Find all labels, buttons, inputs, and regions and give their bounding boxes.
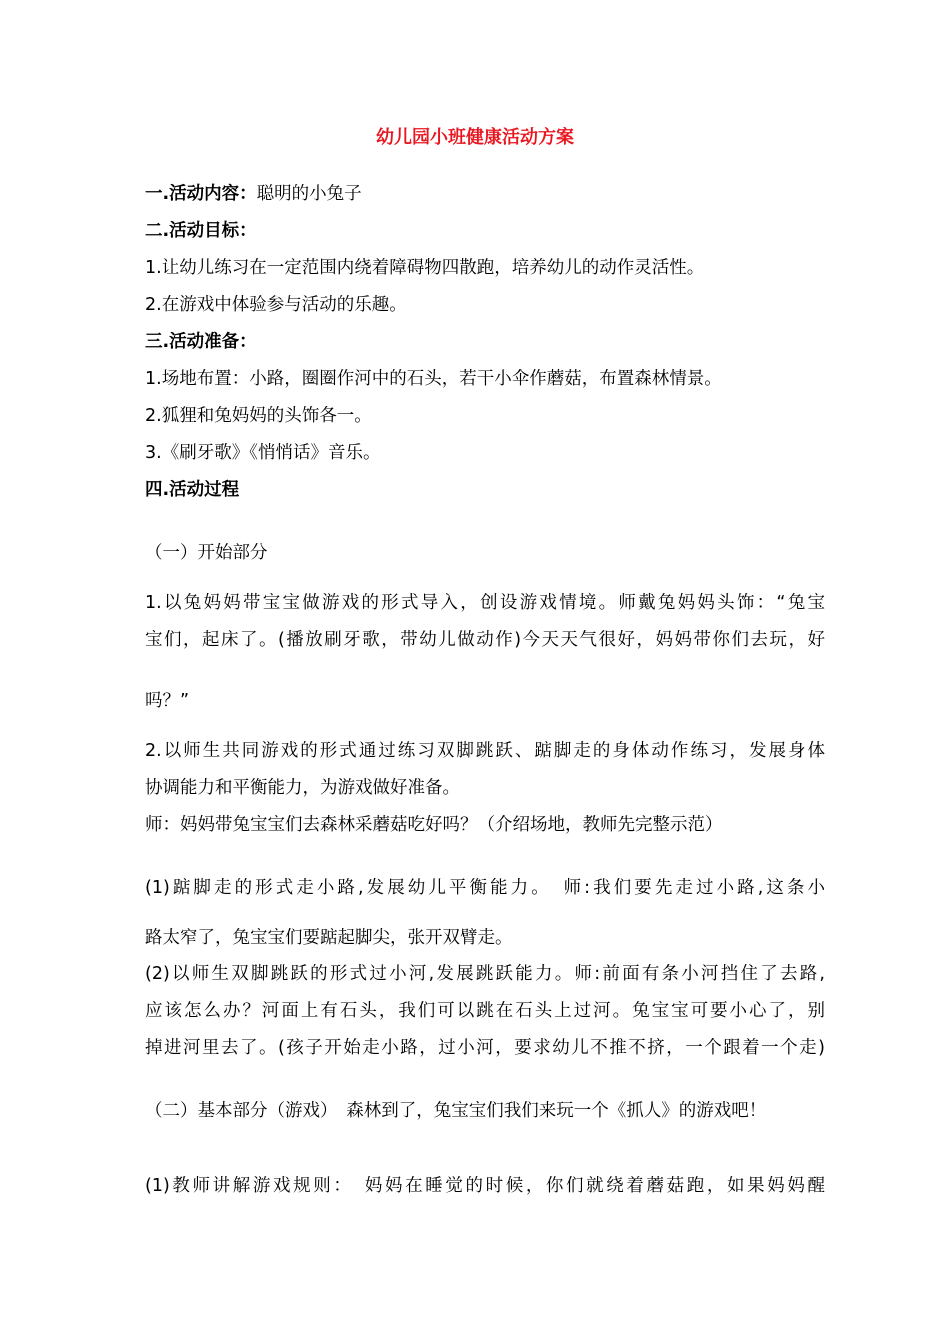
paragraph-line: 掉进河里去了。(孩子开始走小路，过小河，要求幼儿不推不挤，一个跟着一个走) bbox=[145, 1038, 825, 1058]
section-heading: 二.活动目标： bbox=[145, 221, 257, 241]
paragraph-line: 师：妈妈带兔宝宝们去森林采蘑菇吃好吗？（介绍场地，教师先完整示范） bbox=[145, 815, 723, 835]
paragraph-line: 1.让幼儿练习在一定范围内绕着障碍物四散跑，培养幼儿的动作灵活性。 bbox=[145, 258, 705, 278]
section-heading: 四.活动过程 bbox=[145, 480, 240, 500]
paragraph-line: 3.《刷牙歌》《悄悄话》音乐。 bbox=[145, 443, 381, 463]
subsection-heading: （一）开始部分 bbox=[145, 543, 268, 563]
paragraph-line: (2)以师生双脚跳跃的形式过小河,发展跳跃能力。师:前面有条小河挡住了去路, bbox=[145, 964, 825, 984]
document-title: 幼儿园小班健康活动方案 bbox=[376, 127, 574, 148]
paragraph-line: 路太窄了，兔宝宝们要踮起脚尖，张开双臂走。 bbox=[145, 928, 513, 948]
paragraph-line: 协调能力和平衡能力，为游戏做好准备。 bbox=[145, 778, 460, 798]
section-heading: 一.活动内容： bbox=[145, 184, 257, 204]
paragraph-line: 1.场地布置：小路，圈圈作河中的石头，若干小伞作蘑菇，布置森林情景。 bbox=[145, 369, 722, 389]
paragraph-line: 宝们，起床了。(播放刷牙歌，带幼儿做动作)今天天气很好，妈妈带你们去玩，好 bbox=[145, 630, 825, 650]
activity-name: 聪明的小兔子 bbox=[256, 184, 362, 204]
paragraph-line: 2.以师生共同游戏的形式通过练习双脚跳跃、踮脚走的身体动作练习，发展身体 bbox=[145, 741, 825, 761]
activity-content-line bbox=[145, 182, 825, 206]
paragraph-line: (1)教师讲解游戏规则： 妈妈在睡觉的时候，你们就绕着蘑菇跑，如果妈妈醒 bbox=[145, 1176, 825, 1196]
paragraph-line: 应该怎么办？河面上有石头，我们可以跳在石头上过河。兔宝宝可要小心了，别 bbox=[145, 1001, 825, 1021]
paragraph-line: 2.狐狸和兔妈妈的头饰各一。 bbox=[145, 406, 372, 426]
paragraph-line: 吗？” bbox=[145, 691, 190, 711]
paragraph-line: (1)踮脚走的形式走小路,发展幼儿平衡能力。 师:我们要先走过小路,这条小 bbox=[145, 878, 825, 898]
paragraph-line: 2.在游戏中体验参与活动的乐趣。 bbox=[145, 295, 407, 315]
subsection-heading: （二）基本部分（游戏） 森林到了，兔宝宝们我们来玩一个《抓人》的游戏吧！ bbox=[145, 1101, 767, 1121]
section-heading: 三.活动准备： bbox=[145, 332, 257, 352]
paragraph-line: 1.以兔妈妈带宝宝做游戏的形式导入，创设游戏情境。师戴兔妈妈头饰：“兔宝 bbox=[145, 593, 825, 613]
